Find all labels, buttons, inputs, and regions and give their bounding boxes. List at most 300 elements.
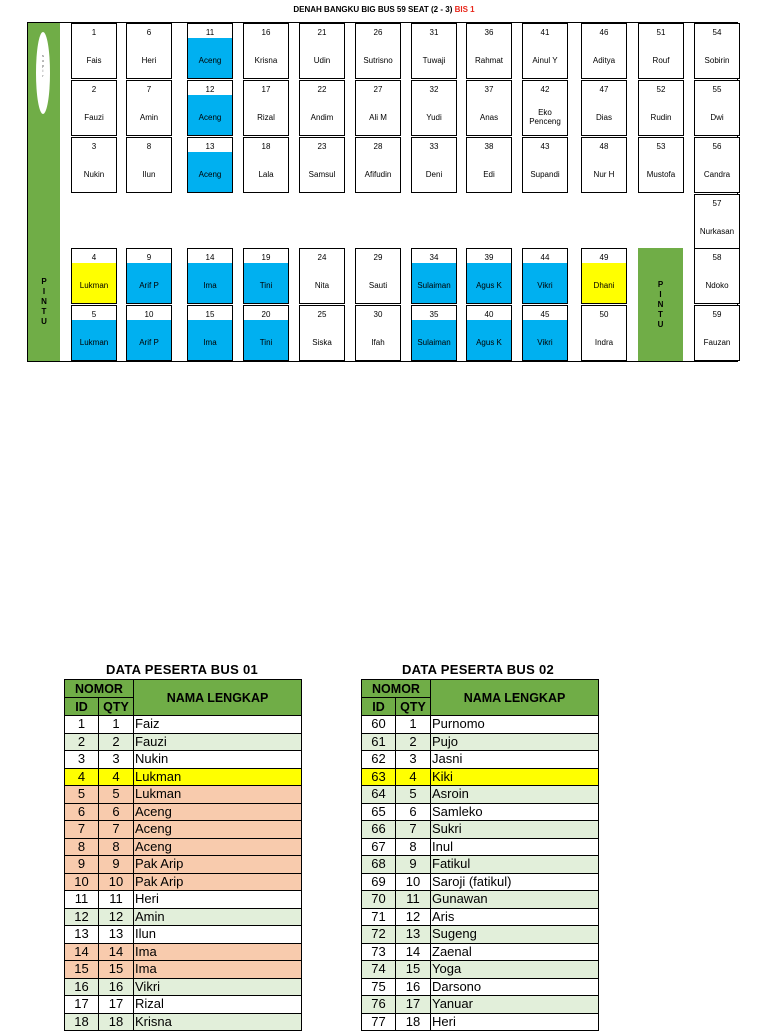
- seat-occupant: Edi: [483, 169, 495, 179]
- cell-qty: 10: [99, 873, 134, 891]
- seat-number: 37: [484, 85, 494, 94]
- cell-qty: 7: [99, 821, 134, 839]
- seat-number: 20: [244, 306, 288, 320]
- seat-occupant: Nita: [314, 280, 330, 290]
- cell-name: Amin: [134, 908, 302, 926]
- seat-34: [411, 248, 457, 304]
- seat-occupant: Ilun: [142, 169, 156, 179]
- seat-occupant: Krisna: [254, 55, 278, 65]
- seat-occupant: Rouf: [652, 55, 670, 65]
- cell-name: Aceng: [134, 821, 302, 839]
- cell-id: 17: [65, 996, 99, 1014]
- seat-29: [355, 248, 401, 304]
- cell-qty: 3: [99, 751, 134, 769]
- seat-26: [355, 23, 401, 79]
- seat-33: [411, 137, 457, 193]
- seat-occupant: Vikri: [537, 280, 553, 290]
- seat-number: 7: [146, 85, 152, 94]
- seat-8: [126, 137, 172, 193]
- seat-number: 22: [317, 85, 327, 94]
- table-row: [362, 1013, 599, 1031]
- seat-2: [71, 80, 117, 136]
- seat-number: 12: [188, 81, 232, 95]
- seat-47: [581, 80, 627, 136]
- cell-id: 71: [362, 908, 396, 926]
- table-row: [362, 733, 599, 751]
- seat-36: [466, 23, 512, 79]
- table-row: [65, 891, 302, 909]
- cell-qty: 15: [99, 961, 134, 979]
- cell-name: Pak Arip: [134, 873, 302, 891]
- seat-51: [638, 23, 684, 79]
- seat-number: 48: [599, 142, 609, 151]
- cell-id: 75: [362, 978, 396, 996]
- cell-name: Aris: [431, 908, 599, 926]
- seat-occupant: Fais: [86, 55, 102, 65]
- table-row: [65, 908, 302, 926]
- id-header: ID: [65, 698, 99, 716]
- cell-qty: 11: [99, 891, 134, 909]
- cell-name: Vikri: [134, 978, 302, 996]
- cell-name: Inul: [431, 838, 599, 856]
- seat-number: 41: [540, 28, 550, 37]
- seat-number: 15: [188, 306, 232, 320]
- table-row: [362, 961, 599, 979]
- seat-number: 23: [317, 142, 327, 151]
- seat-occupant: Indra: [594, 337, 614, 347]
- seat-occupant: Ifah: [371, 337, 385, 347]
- table-row: [362, 803, 599, 821]
- seat-occupant: Eko Penceng: [529, 108, 561, 126]
- seat-13: [187, 137, 233, 193]
- seat-occupant: Ndoko: [705, 280, 729, 290]
- seat-number: 59: [712, 310, 722, 319]
- cell-id: 13: [65, 926, 99, 944]
- cell-id: 10: [65, 873, 99, 891]
- seat-occupant: Aceng: [198, 169, 222, 179]
- cell-id: 6: [65, 803, 99, 821]
- cell-qty: 1: [396, 716, 431, 734]
- seat-19: [243, 248, 289, 304]
- cell-id: 5: [65, 786, 99, 804]
- cell-name: Saroji (fatikul): [431, 873, 599, 891]
- seat-occupant: Rizal: [257, 112, 275, 122]
- seat-occupant: Udin: [313, 55, 331, 65]
- driver-seat: [36, 32, 50, 114]
- seat-46: [581, 23, 627, 79]
- seat-7: [126, 80, 172, 136]
- cell-id: 15: [65, 961, 99, 979]
- seat-occupant: Sulaiman: [417, 280, 451, 290]
- nama-header: NAMA LENGKAP: [431, 680, 599, 716]
- table-row: [65, 786, 302, 804]
- seat-38: [466, 137, 512, 193]
- seat-occupant: Vikri: [537, 337, 553, 347]
- seat-occupant: Afifudin: [364, 169, 392, 179]
- cell-qty: 16: [396, 978, 431, 996]
- nomor-header: NOMOR: [362, 680, 431, 698]
- seat-53: [638, 137, 684, 193]
- seat-occupant: Aceng: [198, 112, 222, 122]
- cell-qty: 18: [99, 1013, 134, 1031]
- bus01-table: [64, 679, 302, 1031]
- rear-door-strip: [638, 248, 683, 361]
- seat-occupant: Supandi: [530, 169, 560, 179]
- table-row: [362, 943, 599, 961]
- cell-qty: 2: [396, 733, 431, 751]
- table-row: [362, 873, 599, 891]
- cell-name: Sukri: [431, 821, 599, 839]
- seat-number: 49: [582, 249, 626, 263]
- seat-number: 16: [261, 28, 271, 37]
- seat-number: 13: [188, 138, 232, 152]
- table-row: [65, 873, 302, 891]
- seat-number: 5: [72, 306, 116, 320]
- qty-header: QTY: [396, 698, 431, 716]
- seat-occupant: Aceng: [198, 55, 222, 65]
- cell-id: 18: [65, 1013, 99, 1031]
- seat-15: [187, 305, 233, 361]
- cell-id: 16: [65, 978, 99, 996]
- seat-number: 18: [261, 142, 271, 151]
- cell-id: 66: [362, 821, 396, 839]
- seat-occupant: Candra: [703, 169, 731, 179]
- cell-name: Asroin: [431, 786, 599, 804]
- cell-qty: 9: [396, 856, 431, 874]
- seat-number: 46: [599, 28, 609, 37]
- seat-occupant: Fauzi: [84, 112, 104, 122]
- cell-qty: 17: [396, 996, 431, 1014]
- seat-number: 44: [523, 249, 567, 263]
- table-row: [65, 751, 302, 769]
- seat-57: [694, 194, 740, 250]
- cell-id: 3: [65, 751, 99, 769]
- table-row: [65, 803, 302, 821]
- seat-number: 39: [467, 249, 511, 263]
- seat-4: [71, 248, 117, 304]
- seat-43: [522, 137, 568, 193]
- cell-name: Fauzi: [134, 733, 302, 751]
- cell-qty: 4: [396, 768, 431, 786]
- cell-id: 63: [362, 768, 396, 786]
- table-row: [65, 856, 302, 874]
- seat-12: [187, 80, 233, 136]
- cell-qty: 12: [99, 908, 134, 926]
- seat-number: 52: [656, 85, 666, 94]
- seat-5: [71, 305, 117, 361]
- seat-occupant: Ima: [203, 337, 217, 347]
- cell-qty: 8: [99, 838, 134, 856]
- seat-occupant: Dhani: [593, 280, 615, 290]
- seat-59: [694, 305, 740, 361]
- seat-number: 25: [317, 310, 327, 319]
- seat-number: 36: [484, 28, 494, 37]
- seat-23: [299, 137, 345, 193]
- seat-occupant: Siska: [312, 337, 332, 347]
- table-row: [362, 751, 599, 769]
- cell-qty: 7: [396, 821, 431, 839]
- seat-number: 43: [540, 142, 550, 151]
- seat-occupant: Nukin: [83, 169, 105, 179]
- seat-25: [299, 305, 345, 361]
- seat-occupant: Agus K: [476, 280, 502, 290]
- cell-qty: 18: [396, 1013, 431, 1031]
- seat-54: [694, 23, 740, 79]
- seat-occupant: Ainul Y: [532, 55, 558, 65]
- cell-id: 68: [362, 856, 396, 874]
- seat-number: 54: [712, 28, 722, 37]
- seat-occupant: Heri: [141, 55, 157, 65]
- table-row: [362, 996, 599, 1014]
- seat-occupant: Tini: [259, 280, 273, 290]
- seat-41: [522, 23, 568, 79]
- seat-number: 29: [373, 253, 383, 262]
- cell-id: 77: [362, 1013, 396, 1031]
- seat-56: [694, 137, 740, 193]
- seat-48: [581, 137, 627, 193]
- seat-occupant: Sauti: [368, 280, 388, 290]
- cell-qty: 2: [99, 733, 134, 751]
- seat-16: [243, 23, 289, 79]
- cell-id: 61: [362, 733, 396, 751]
- cell-name: Aceng: [134, 838, 302, 856]
- table-row: [362, 821, 599, 839]
- seat-number: 21: [317, 28, 327, 37]
- table-row: [65, 926, 302, 944]
- cell-name: Zaenal: [431, 943, 599, 961]
- seat-number: 51: [656, 28, 666, 37]
- seat-17: [243, 80, 289, 136]
- cell-qty: 14: [99, 943, 134, 961]
- cell-id: 64: [362, 786, 396, 804]
- cell-id: 76: [362, 996, 396, 1014]
- seat-occupant: Agus K: [476, 337, 502, 347]
- seat-occupant: Dwi: [710, 112, 724, 122]
- cell-id: 14: [65, 943, 99, 961]
- cell-id: 73: [362, 943, 396, 961]
- cell-id: 7: [65, 821, 99, 839]
- table-row: [362, 978, 599, 996]
- seat-number: 3: [91, 142, 97, 151]
- bus01-title: DATA PESERTA BUS 01: [105, 662, 259, 677]
- seat-occupant: Sobirin: [704, 55, 730, 65]
- cell-name: Nukin: [134, 751, 302, 769]
- cell-name: Kiki: [431, 768, 599, 786]
- front-door-strip: [28, 23, 60, 361]
- seat-occupant: Nurkasan: [699, 226, 735, 236]
- cell-id: 12: [65, 908, 99, 926]
- seat-occupant: Dias: [595, 112, 612, 122]
- cell-id: 2: [65, 733, 99, 751]
- cell-name: Purnomo: [431, 716, 599, 734]
- seat-number: 47: [599, 85, 609, 94]
- seat-37: [466, 80, 512, 136]
- seat-52: [638, 80, 684, 136]
- seat-42: [522, 80, 568, 136]
- seat-occupant: Lukman: [79, 337, 109, 347]
- driver-label: s o p i r: [41, 53, 45, 78]
- cell-name: Ima: [134, 961, 302, 979]
- cell-name: Ima: [134, 943, 302, 961]
- seat-number: 38: [484, 142, 494, 151]
- seat-number: 14: [188, 249, 232, 263]
- cell-id: 69: [362, 873, 396, 891]
- seat-occupant: Ima: [203, 280, 217, 290]
- cell-qty: 1: [99, 716, 134, 734]
- seat-9: [126, 248, 172, 304]
- seat-number: 40: [467, 306, 511, 320]
- seat-28: [355, 137, 401, 193]
- seat-20: [243, 305, 289, 361]
- table-row: [65, 768, 302, 786]
- cell-name: Heri: [431, 1013, 599, 1031]
- seat-occupant: Tini: [259, 337, 273, 347]
- table-row: [362, 716, 599, 734]
- rear-door-label: P I N T U: [657, 280, 664, 329]
- cell-qty: 6: [396, 803, 431, 821]
- seat-occupant: Anas: [479, 112, 499, 122]
- cell-qty: 15: [396, 961, 431, 979]
- seat-24: [299, 248, 345, 304]
- table-row: [65, 733, 302, 751]
- cell-name: Lukman: [134, 768, 302, 786]
- seat-40: [466, 305, 512, 361]
- seat-number: 9: [127, 249, 171, 263]
- seat-occupant: Deni: [425, 169, 443, 179]
- seat-number: 30: [373, 310, 383, 319]
- cell-id: 67: [362, 838, 396, 856]
- cell-name: Pujo: [431, 733, 599, 751]
- seat-number: 8: [146, 142, 152, 151]
- seat-occupant: Tuwaji: [422, 55, 446, 65]
- seat-3: [71, 137, 117, 193]
- seat-occupant: Arif P: [139, 337, 159, 347]
- seat-occupant: Mustofa: [646, 169, 676, 179]
- seat-number: 28: [373, 142, 383, 151]
- cell-qty: 13: [396, 926, 431, 944]
- cell-qty: 9: [99, 856, 134, 874]
- id-header: ID: [362, 698, 396, 716]
- cell-name: Faiz: [134, 716, 302, 734]
- seat-number: 17: [261, 85, 271, 94]
- table-row: [65, 996, 302, 1014]
- cell-qty: 4: [99, 768, 134, 786]
- table-row: [65, 961, 302, 979]
- seat-10: [126, 305, 172, 361]
- cell-id: 60: [362, 716, 396, 734]
- seat-number: 32: [429, 85, 439, 94]
- cell-id: 62: [362, 751, 396, 769]
- front-door-label: P I N T U: [41, 277, 47, 326]
- seat-number: 45: [523, 306, 567, 320]
- cell-qty: 12: [396, 908, 431, 926]
- cell-name: Samleko: [431, 803, 599, 821]
- cell-id: 74: [362, 961, 396, 979]
- seat-21: [299, 23, 345, 79]
- seat-occupant: Amin: [139, 112, 159, 122]
- seat-number: 33: [429, 142, 439, 151]
- seat-number: 55: [712, 85, 722, 94]
- cell-id: 70: [362, 891, 396, 909]
- seat-49: [581, 248, 627, 304]
- seat-number: 19: [244, 249, 288, 263]
- cell-qty: 8: [396, 838, 431, 856]
- seat-number: 10: [127, 306, 171, 320]
- seat-number: 6: [146, 28, 152, 37]
- cell-name: Sugeng: [431, 926, 599, 944]
- seat-occupant: Samsul: [308, 169, 336, 179]
- seat-50: [581, 305, 627, 361]
- cell-qty: 3: [396, 751, 431, 769]
- seat-18: [243, 137, 289, 193]
- seat-number: 56: [712, 142, 722, 151]
- cell-name: Gunawan: [431, 891, 599, 909]
- seat-number: 24: [317, 253, 327, 262]
- cell-name: Heri: [134, 891, 302, 909]
- seat-number: 57: [712, 199, 722, 208]
- cell-id: 8: [65, 838, 99, 856]
- cell-name: Lukman: [134, 786, 302, 804]
- cell-qty: 11: [396, 891, 431, 909]
- bus02-title: DATA PESERTA BUS 02: [401, 662, 555, 677]
- table-row: [362, 891, 599, 909]
- table-row: [362, 908, 599, 926]
- cell-name: Ilun: [134, 926, 302, 944]
- cell-qty: 5: [99, 786, 134, 804]
- cell-qty: 17: [99, 996, 134, 1014]
- seat-occupant: Lala: [258, 169, 274, 179]
- table-row: [65, 943, 302, 961]
- cell-name: Krisna: [134, 1013, 302, 1031]
- table-row: [65, 716, 302, 734]
- seat-occupant: Andim: [310, 112, 334, 122]
- seat-number: 26: [373, 28, 383, 37]
- table-row: [362, 838, 599, 856]
- table-row: [65, 838, 302, 856]
- seat-occupant: Aditya: [592, 55, 616, 65]
- table-row: [362, 768, 599, 786]
- cell-name: Darsono: [431, 978, 599, 996]
- seat-44: [522, 248, 568, 304]
- qty-header: QTY: [99, 698, 134, 716]
- seat-occupant: Nur H: [593, 169, 615, 179]
- cell-name: Fatikul: [431, 856, 599, 874]
- seat-occupant: Rahmat: [474, 55, 503, 65]
- cell-name: Pak Arip: [134, 856, 302, 874]
- seat-11: [187, 23, 233, 79]
- table-row: [362, 856, 599, 874]
- seat-31: [411, 23, 457, 79]
- seat-occupant: Yudi: [426, 112, 442, 122]
- seat-6: [126, 23, 172, 79]
- seat-number: 53: [656, 142, 666, 151]
- seat-27: [355, 80, 401, 136]
- cell-qty: 6: [99, 803, 134, 821]
- table-row: [65, 978, 302, 996]
- seat-occupant: Sulaiman: [417, 337, 451, 347]
- cell-id: 9: [65, 856, 99, 874]
- nomor-header: NOMOR: [65, 680, 134, 698]
- seat-number: 50: [599, 310, 609, 319]
- seat-58: [694, 248, 740, 304]
- seat-occupant: Rudin: [650, 112, 672, 122]
- seat-number: 11: [188, 24, 232, 38]
- seat-45: [522, 305, 568, 361]
- cell-name: Rizal: [134, 996, 302, 1014]
- seat-14: [187, 248, 233, 304]
- cell-name: Aceng: [134, 803, 302, 821]
- seat-35: [411, 305, 457, 361]
